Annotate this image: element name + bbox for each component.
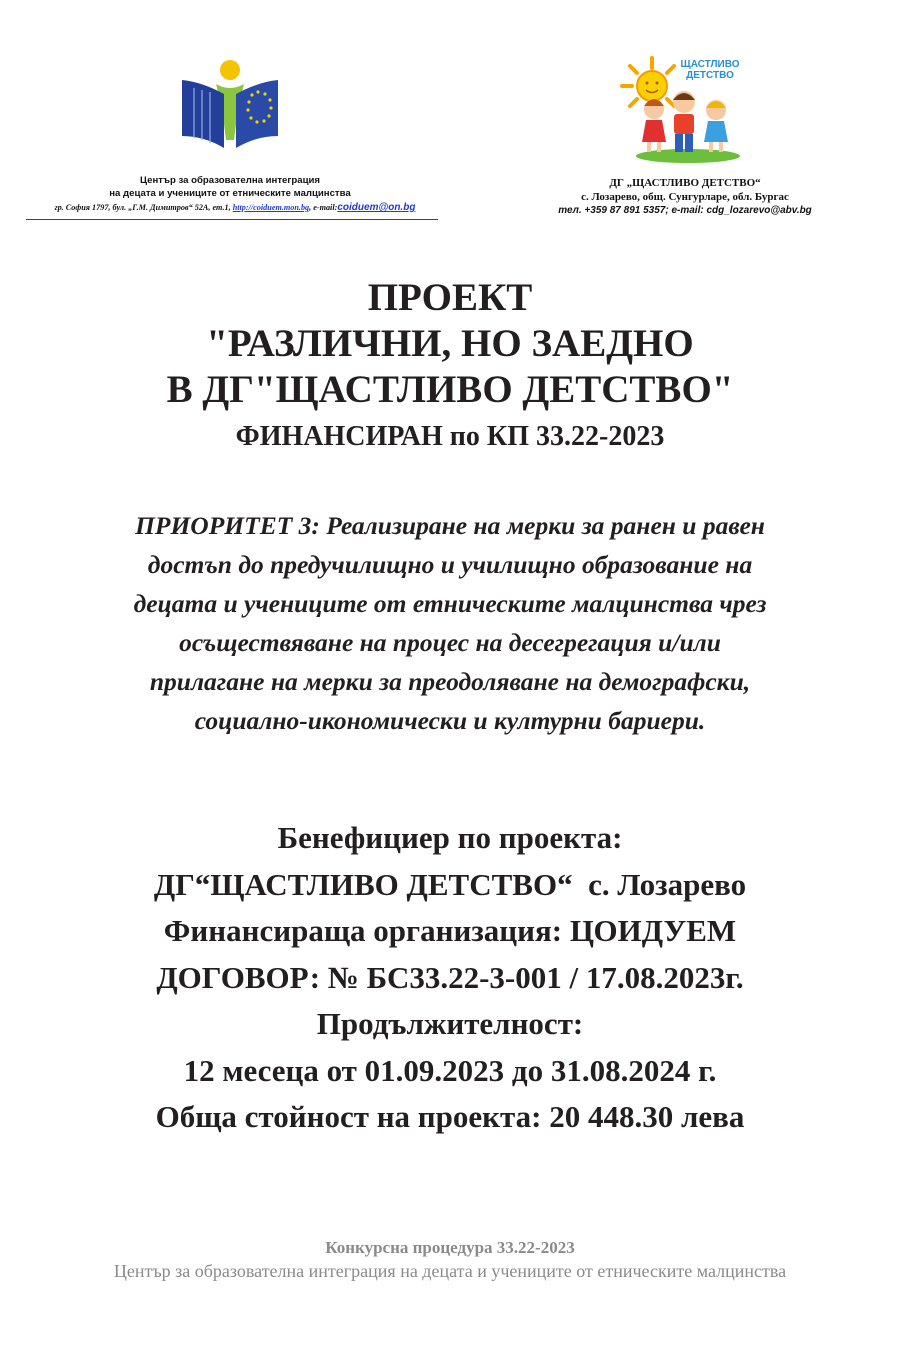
footer [0,1237,900,1283]
logo-text-line2: ДЕТСТВО [686,70,734,81]
beneficiary: ДГ“ЩАСТЛИВО ДЕТСТВО“ с. Лозарево [153,866,747,902]
priority-line-6: социално-икономически и културни бариери. [194,706,706,735]
org-right-info [500,176,870,218]
coiduem-logo [180,58,280,150]
org-right-address: с. Лозарево, общ. Сунгурларе, обл. Бургас [581,191,789,203]
duration: 12 месеца от 01.09.2023 до 31.08.2024 г. [183,1052,717,1088]
org-right-name: ДГ „ЩАСТЛИВО ДЕТСТВО“ [609,177,761,189]
beneficiary-label: Бенефициер по проекта: [277,820,623,855]
footer-organization: Център за образователна интеграция на децата и учениците от етническите малцинства [113,1261,787,1281]
priority-line-3: децата и учениците от етническите малцинства чрез [133,589,767,618]
project-info [0,815,900,1141]
email-label: , e-mail: [309,203,338,212]
footer-procedure: Конкурсна процедура 33.22-2023 [325,1238,575,1257]
child-boy-center [673,91,695,152]
priority-line-1: ПРИОРИТЕТ 3: Реализиране на мерки за ранен и равен [135,511,765,540]
title-line-1: ПРОЕКТ [367,276,533,319]
kindergarten-logo [618,54,750,164]
logo-text-line1: ЩАСТЛИВО [680,59,740,70]
org-left-address [20,202,450,213]
org-left-address-text: гр. София 1797, бул. „Г.М. Димитров“ 52А, ет.1, [54,203,233,212]
org-left-name-line1: Център за образователна интеграция [140,175,320,186]
coiduem-url-link[interactable]: http://coiduem.mon.bg [232,203,310,212]
org-left-name [20,174,440,200]
child-girl-right [704,100,728,152]
header-divider [26,219,438,220]
priority-line-5: прилагане на мерки за преодоляване на демографски, [149,667,751,696]
logo-head [220,60,240,80]
project-title [0,275,900,459]
coiduem-email-link[interactable]: coiduem@on.bg [337,202,416,213]
contract: ДОГОВОР: № БС33.22-3-001 / 17.08.2023г. [156,959,744,995]
duration-label: Продължителност: [316,1006,584,1041]
priority-text [60,506,840,740]
funder: Финансираща организация: ЦОИДУЕМ [163,913,737,948]
child-girl-left [642,99,666,152]
priority-line-2: достъп до предучилищно и училищно образование на [147,550,753,579]
sun-icon [622,58,674,106]
org-left-name-line2: на децата и учениците от етническите малцинства [109,188,351,199]
title-line-3: В ДГ"ЩАСТЛИВО ДЕТСТВО" [166,368,734,411]
org-right-contact: тел. +359 87 891 5357; e-mail: cdg_lozarevo@abv.bg [558,205,812,216]
title-funding: ФИНАНСИРАН по КП 33.22-2023 [235,421,665,452]
total-value: Обща стойност на проекта: 20 448.30 лева [155,1099,745,1134]
priority-line-4: осъществяване на процес на десегрегация и/или [179,628,721,657]
title-line-2: "РАЗЛИЧНИ, НО ЗАЕДНО [206,322,694,365]
